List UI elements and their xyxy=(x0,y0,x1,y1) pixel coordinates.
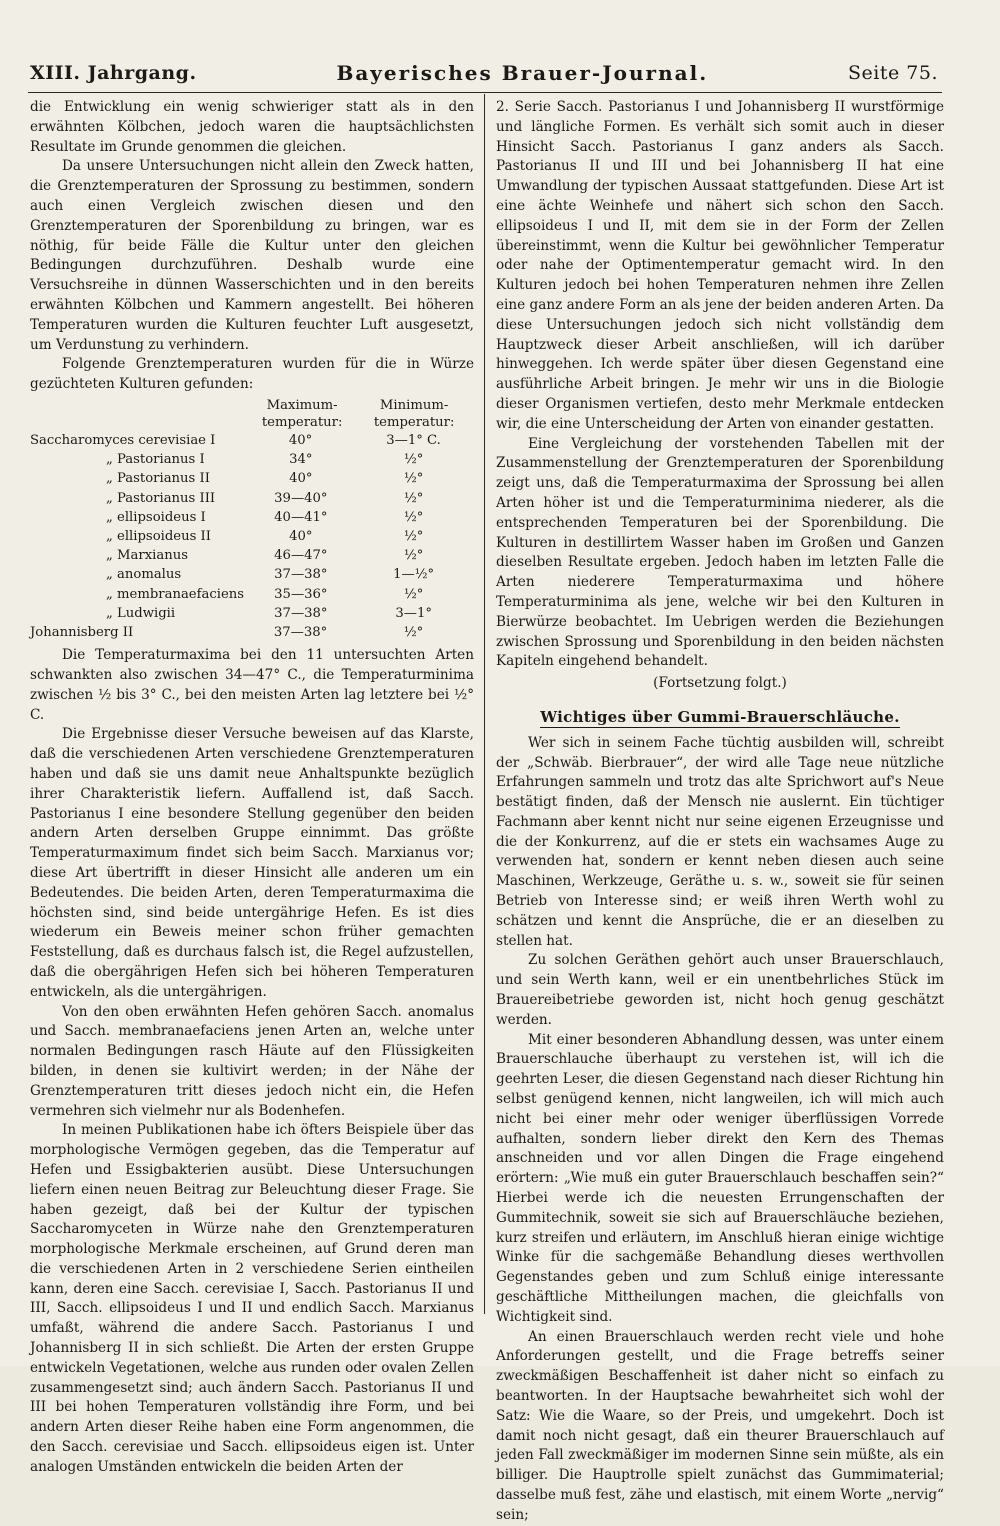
right-column xyxy=(496,98,944,1526)
min-temp: 1—½° xyxy=(393,567,435,583)
min-temp: ½° xyxy=(403,490,424,506)
species-name: „ anomalus xyxy=(106,567,182,583)
table-row xyxy=(30,527,474,546)
table-header xyxy=(256,397,474,431)
min-temp: ½° xyxy=(403,586,424,602)
col-header-min: Minimum-temperatur: xyxy=(373,397,455,430)
page-number: Seite 75. xyxy=(848,62,938,84)
table-row xyxy=(30,489,474,508)
species-name: „ ellipsoideus II xyxy=(106,528,211,544)
min-temp: ½° xyxy=(403,548,424,564)
species-name: „ membranaefaciens xyxy=(106,586,245,602)
paragraph: Die Ergebnisse dieser Versuche beweisen auf das Klarste, daß die verschiedenen Arten verschiedene Grenztemperaturen haben und daß sie uns damit neue Anhaltspunkte bezüglich ihrer Charakteristik liefern. Auffallend ist, daß Sacch. Pastorianus I eine besondere Stellung gegenüber den beiden andern Arten derselben Gruppe einnimmt. Das größte Temperaturmaximum findet sich beim Sacch. Marxianus vor; diese Art übertrifft in dieser Hinsicht alle anderen um ein Bedeutendes. Die beiden Arten, deren Temperaturmaxima die höchsten sind, sind beide untergährige Hefen. Es ist dies wiederum ein Beweis meiner schon früher gemachten Feststellung, daß es durchaus falsch ist, die Regel aufzustellen, daß die obergährigen Hefen sich bei höheren Temperaturen entwickeln, als die untergährigen. xyxy=(30,726,474,1000)
paragraph: An einen Brauerschlauch werden recht viele und hohe Anforderungen gestellt, und die Frage betreffs seiner zweckmäßigen Beschaffenheit ist daher nicht so einfach zu beantworten. In der Hauptsache bewahrheitet sich wohl der Satz: Wie die Waare, so der Preis, und umgekehrt. Doch ist damit noch nicht gesagt, daß ein theurer Brauerschlauch auf jeden Fall zweckmäßiger im modernen Sinne sein müßte, als ein billiger. Die Hauptrolle spielt zunächst das Gummimaterial; dasselbe muß fest, zähe und elastisch, mit einem Worte „nervig“ sein; xyxy=(496,1328,944,1523)
max-temp: 34° xyxy=(289,452,313,468)
table-row xyxy=(30,450,474,469)
min-temp: 3—1° xyxy=(395,605,432,621)
species-name: „ Pastorianus I xyxy=(106,452,205,468)
min-temp: ½° xyxy=(403,528,424,544)
paragraph: Folgende Grenztemperaturen wurden für die in Würze gezüchteten Kulturen gefunden: xyxy=(30,356,474,393)
table-row xyxy=(30,604,474,623)
paragraph: In meinen Publikationen habe ich öfters Beispiele über das morphologische Vermögen gegeben, das die Temperatur auf Hefen und Essigbakterien ausübt. Diese Untersuchungen liefern einen neuen Beitrag zur Beleuchtung dieser Frage. Sie haben gezeigt, daß bei der Kultur der typischen Saccharomyceten in Würze nahe den Grenztemperaturen morphologische Merkmale erscheinen, auf Grund deren man die verschiedenen Arten in 2 verschiedene Serien eintheilen kann, deren eine Sacch. cerevisiae I, Sacch. Pastorianus II und III, Sacch. ellipsoideus I und II und endlich Sacch. Marxianus umfaßt, während die andere Sacch. Pastorianus I und Johannisberg II in sich schließt. Die Arten der ersten Gruppe entwickeln Vegetationen, welche aus runden oder ovalen Zellen zusammengesetzt sind; auch ändern Sacch. Pastorianus II und III bei hohen Temperaturen vollständig ihre Form, und bei andern Arten dieser Reihe haben eine Form angenommen, die den Sacch. cerevisiae und Sacch. ellipsoideus eigen ist. Unter analogen Umständen entwickeln die beiden Arten der xyxy=(30,1122,474,1475)
paragraph: Da unsere Untersuchungen nicht allein den Zweck hatten, die Grenztemperaturen der Sprossung zu bestimmen, sondern auch einen Vergleich zwischen diesen und den Grenztemperaturen der Sporenbildung zu bringen, war es nöthig, für beide Fälle die Kultur unter den gleichen Bedingungen durchzuführen. Deshalb wurde eine Versuchsreihe in dünnen Wasserschichten und in den bereits erwähnten Kölbchen und Kammern angestellt. Bei höheren Temperaturen wurden die Kulturen feuchter Luft ausgesetzt, um Verdunstung zu verhindern. xyxy=(30,158,474,353)
paragraph: Von den oben erwähnten Hefen gehören Sacch. anomalus und Sacch. membranaefaciens jenen Arten an, welche unter normalen Bedingungen rasch Häute auf den Flüssigkeiten bilden, in denen sie kultivirt werden; in der Nähe der Grenztemperaturen tritt dieses jedoch nicht ein, die Hefen vermehren sich vielmehr nur als Bodenhefen. xyxy=(30,1003,474,1119)
max-temp: 40—41° xyxy=(274,509,328,525)
max-temp: 40° xyxy=(289,471,313,487)
species-name: „ Pastorianus II xyxy=(106,471,210,487)
max-temp: 37—38° xyxy=(274,567,328,583)
min-temp: 3—1° C. xyxy=(386,432,441,448)
paragraph: Wer sich in seinem Fache tüchtig ausbilden will, schreibt der „Schwäb. Bierbrauer“, der wird alle Tage neue nützliche Erfahrungen sammeln und trotz das alte Sprichwort auf's Neue bestätigt finden, daß der Mensch nie auslernt. Ein tüchtiger Fachmann aber kennt nicht nur seine eigenen Erzeugnisse und die der Konkurrenz, auf die er stets ein wachsames Auge zu verwenden hat, sondern er kennt neben diesen auch seine Maschinen, Werkzeuge, Geräthe u. s. w., soweit sie für seinen Betrieb von Interesse sind; er weiß ihren Werth wohl zu schätzen und kennt die Ansprüche, die er an dieselben zu stellen hat. xyxy=(496,734,944,949)
max-temp: 35—36° xyxy=(274,586,328,602)
max-temp: 46—47° xyxy=(274,548,328,564)
page-header xyxy=(30,58,938,88)
max-temp: 37—38° xyxy=(273,624,328,640)
min-temp: ½° xyxy=(403,624,424,640)
max-temp: 40° xyxy=(288,432,313,448)
paragraph: die Entwicklung ein wenig schwieriger statt als in den erwähnten Kölbchen, jedoch waren die hauptsächlichsten Resultate im Grunde genommen die gleichen. xyxy=(30,99,474,155)
table-row xyxy=(30,546,474,565)
species-name: Saccharomyces cerevisiae I xyxy=(30,432,216,448)
max-temp: 40° xyxy=(289,528,313,544)
column-divider xyxy=(484,94,485,1314)
volume-label: XIII. Jahrgang. xyxy=(30,62,197,84)
journal-title: Bayerisches Brauer-Journal. xyxy=(336,61,709,85)
table-row xyxy=(30,623,474,642)
min-temp: ½° xyxy=(403,471,424,487)
article-heading-text: Wichtiges über Gummi-Brauerschläuche. xyxy=(540,707,900,726)
species-name: „ Pastorianus III xyxy=(106,490,216,506)
temperature-table xyxy=(30,397,474,642)
table-row xyxy=(30,508,474,527)
table-row xyxy=(30,469,474,488)
paragraph: Die Temperaturmaxima bei den 11 untersuchten Arten schwankten also zwischen 34—47° C., die Temperaturminima zwischen ½ bis 3° C., bei den meisten Arten lag letztere bei ½° C. xyxy=(30,647,474,723)
paragraph: Eine Vergleichung der vorstehenden Tabellen mit der Zusammenstellung der Grenztemperaturen der Sporenbildung zeigt uns, daß die Temperaturmaxima der Sprossung bei allen Arten höher ist und die Temperaturminima niederer, als die entsprechenden Temperaturen bei der Sporenbildung. Die Kulturen in destillirtem Wasser haben im Großen und Ganzen dieselben Resultate ergeben. Jedoch haben im letzten Falle die Arten niederere Temperaturmaxima und höhere Temperaturminima als jene, welche wir bei den Kulturen in Bierwürze beobachtet. Im Uebrigen werden die Beziehungen zwischen Sprossung und Sporenbildung in den beiden nächsten Kapiteln eingehend behandelt. xyxy=(496,435,944,670)
table-row xyxy=(30,431,474,450)
max-temp: 37—38° xyxy=(274,605,328,621)
paragraph: 2. Serie Sacch. Pastorianus I und Johannisberg II wurstförmige und längliche Formen. Es verhält sich somit auch in dieser Hinsicht Sacch. Pastorianus I ganz anders als Sacch. Pastorianus II und III und bei Johannisberg II hat eine Umwandlung der typischen Aussaat stattgefunden. Diese Art ist eine ächte Weinhefe und nähert sich schon den Sacch. ellipsoideus I und II, mit dem sie in der Form der Zellen übereinstimmt, wenn die Kultur bei gewöhnlicher Temperatur oder nahe der Optimentemperatur gemacht wird. In den Kulturen jedoch bei hohen Temperaturen nehmen ihre Zellen eine ganz andere Form an als jene der beiden anderen Arten. Da diese Untersuchungen jedoch sich nicht vollständig dem Hauptzweck dieser Arbeit anschließen, will ich darüber hinweggehen. Ich werde später über diesen Gegenstand eine ausführliche Arbeit bringen. Je mehr wir uns in die Biologie dieser Organismen vertiefen, desto mehr Merkmale entdecken wir, die eine Unterscheidung der Arten von einander gestatten. xyxy=(496,99,944,432)
min-temp: ½° xyxy=(403,509,424,525)
min-temp: ½° xyxy=(403,452,424,468)
article-heading xyxy=(496,708,944,728)
col-header-max: Maximum-temperatur: xyxy=(261,397,343,430)
species-name: „ ellipsoideus I xyxy=(106,509,206,525)
paragraph: Mit einer besonderen Abhandlung dessen, was unter einem Brauerschlauche überhaupt zu verstehen ist, will ich die geehrten Leser, die diesen Gegenstand nach dieser Richtung hin selbst genügend kennen, nicht langweilen, ich will mich auch nicht bei einer mehr oder weniger überflüssigen Vorrede aufhalten, sondern lieber direkt den Kern des Themas anschneiden und vor allen Dingen die Frage eingehend erörtern: „Wie muß ein guter Brauerschlauch beschaffen sein?“ Hierbei werde ich die neuesten Errungenschaften der Gummitechnik, soweit sie sich auf Brauerschläuche beziehen, kurz streifen und erläutern, im Anschluß hieran einige wichtige Winke für die sachgemäße Behandlung dieses werthvollen Gegenstandes geben und zum Schluß einige interessante geschäftliche Mittheilungen machen, die gleichfalls von Wichtigkeit sind. xyxy=(496,1031,944,1325)
table-row xyxy=(30,565,474,584)
species-name: „ Ludwigii xyxy=(106,605,176,621)
table-row xyxy=(30,585,474,604)
max-temp: 39—40° xyxy=(274,490,328,506)
species-name: „ Marxianus xyxy=(106,548,188,564)
header-rule xyxy=(28,92,942,93)
left-column xyxy=(30,98,474,1478)
continued-note: (Fortsetzung folgt.) xyxy=(653,675,787,692)
paragraph: Zu solchen Geräthen gehört auch unser Brauerschlauch, und sein Werth kann, weil er ein unentbehrliches Stück im Brauereibetriebe geworden ist, nicht hoch genug geschätzt werden. xyxy=(496,952,944,1028)
species-name: Johannisberg II xyxy=(30,624,134,640)
